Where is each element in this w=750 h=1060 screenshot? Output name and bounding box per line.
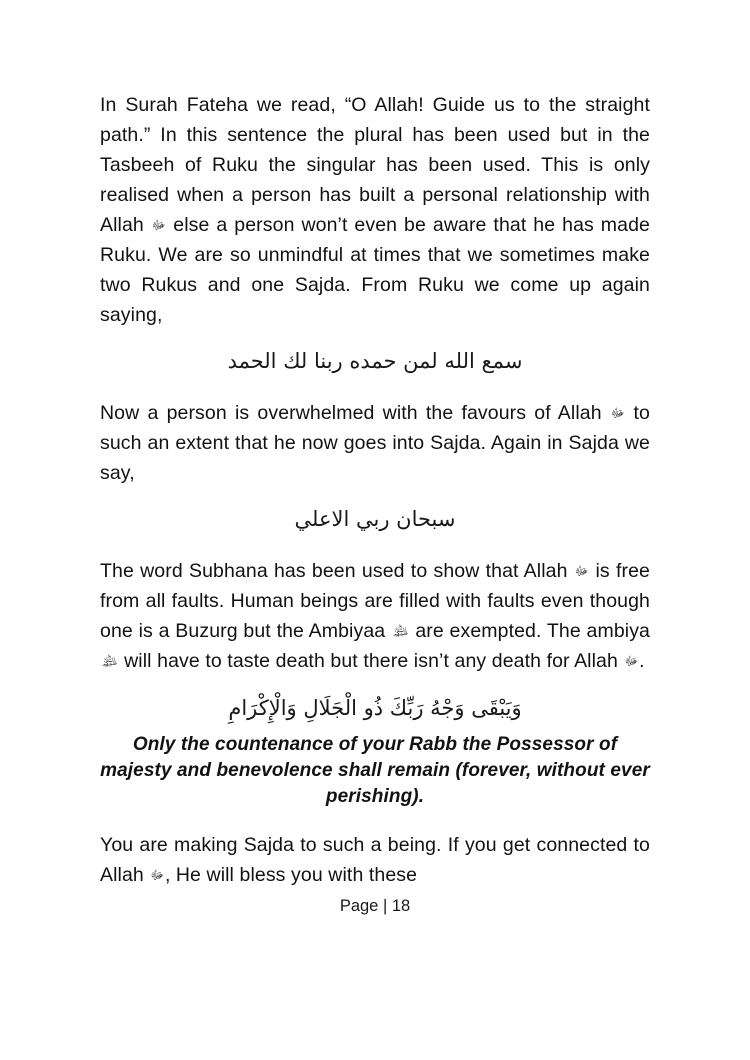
honorific-mark: ﷻ (624, 653, 639, 668)
arabic-dhikr-sami-allah: سمع الله لمن حمده ربنا لك الحمد (227, 349, 523, 373)
page-number: Page | 18 (339, 897, 411, 915)
arabic-quran-verse: وَيَبْقَى وَجْهُ رَبِّكَ ذُو الْجَلَالِ وَالْإِكْرَامِ (228, 696, 522, 720)
paragraph-making-sajda: You are making Sajda to such a being. If you get connected to Allah ﷻ, He will bless you with these (100, 834, 650, 886)
paragraph-sajda-favours: Now a person is overwhelmed with the favours of Allah ﷻ to such an extent that he now goes into Sajda. Again in Sajda we say, (100, 402, 650, 484)
honorific-mark: ﵈ (101, 653, 118, 668)
honorific-mark: ﷻ (610, 405, 625, 420)
arabic-dhikr-subhana: سبحان ربي الاعلي (294, 507, 456, 531)
verse-translation: Only the countenance of your Rabb the Possessor of majesty and benevolence shall remain (forever, without ever perishing). (100, 734, 650, 807)
paragraph-subhana-explanation: The word Subhana has been used to show that Allah ﷻ is free from all faults. Human beings are filled with faults even though one is a Buzurg but the Ambiyaa ﵈ are exempted. The ambiya ﵈ will have to taste death but there isn’t any death for Allah ﷻ. (100, 560, 650, 672)
paragraph-surah-fateha: In Surah Fateha we read, “O Allah! Guide us to the straight path.” In this sentence the plural has been used but in the Tasbeeh of Ruku the singular has been used. This is only realised when a person has built a personal relationship with Allah ﷻ else a person won’t even be aware that he has made Ruku. We are so unmindful at times that we sometimes make two Rukus and one Sajda. From Ruku we come up again saying, (100, 94, 650, 326)
honorific-mark: ﵈ (391, 623, 409, 638)
honorific-mark: ﷻ (150, 867, 165, 882)
honorific-mark: ﷻ (574, 563, 589, 578)
honorific-mark: ﷻ (151, 217, 166, 232)
